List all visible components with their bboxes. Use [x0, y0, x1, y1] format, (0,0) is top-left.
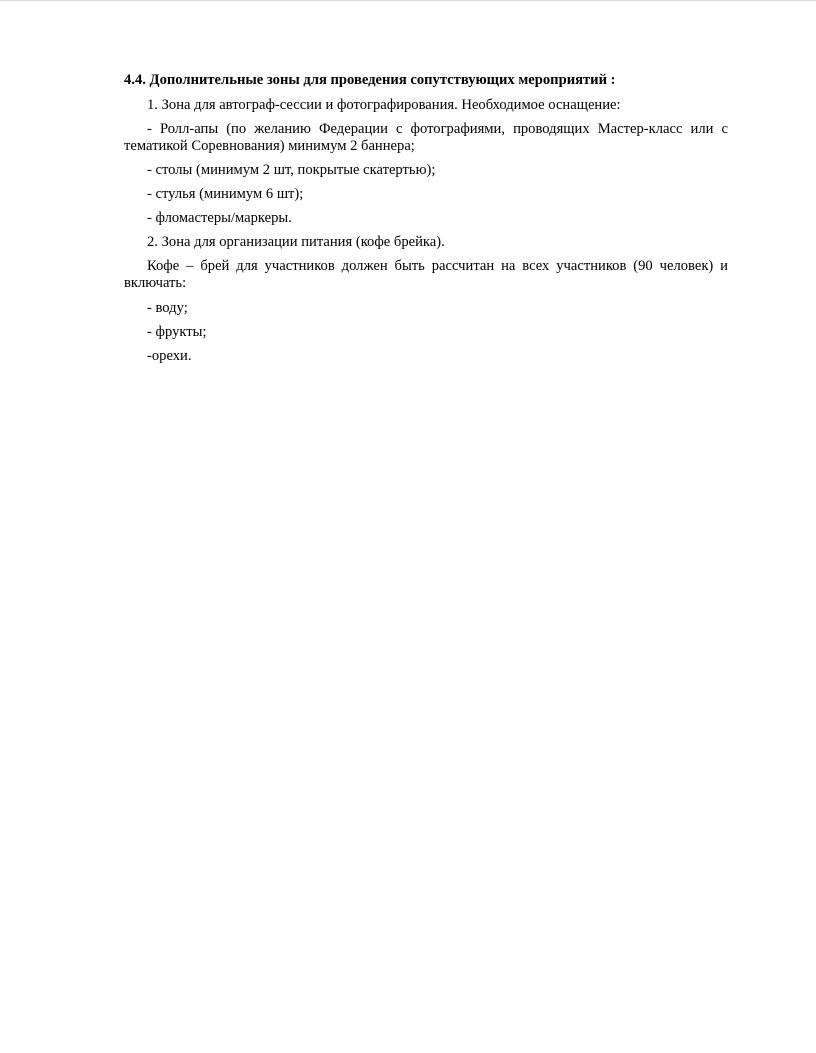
paragraph-fruits: - фрукты;: [147, 324, 207, 340]
paragraph-water: - воду;: [147, 300, 188, 316]
paragraph-catering-zone: 2. Зона для организации питания (кофе брейка).: [147, 234, 445, 250]
document-page: [124, 72, 728, 372]
paragraph-nuts: -орехи.: [147, 348, 192, 364]
paragraph-autograph-zone: 1. Зона для автограф-сессии и фотографирования. Необходимое оснащение:: [147, 97, 621, 113]
section-heading: 4.4. Дополнительные зоны для проведения сопутствующих мероприятий :: [124, 72, 616, 88]
paragraph-roll-ups: - Ролл-апы (по желанию Федерации с фотографиями, проводящих Мастер-класс или с тематикой Соревнования) минимум 2 баннера;: [124, 121, 728, 154]
paragraph-markers: - фломастеры/маркеры.: [147, 210, 292, 226]
paragraph-tables: - столы (минимум 2 шт, покрытые скатертью);: [147, 162, 436, 178]
paragraph-chairs: - стулья (минимум 6 шт);: [147, 186, 304, 202]
page-top-border: [0, 0, 816, 1]
paragraph-coffee-break: Кофе – брей для участников должен быть рассчитан на всех участников (90 человек) и включать:: [124, 258, 728, 291]
